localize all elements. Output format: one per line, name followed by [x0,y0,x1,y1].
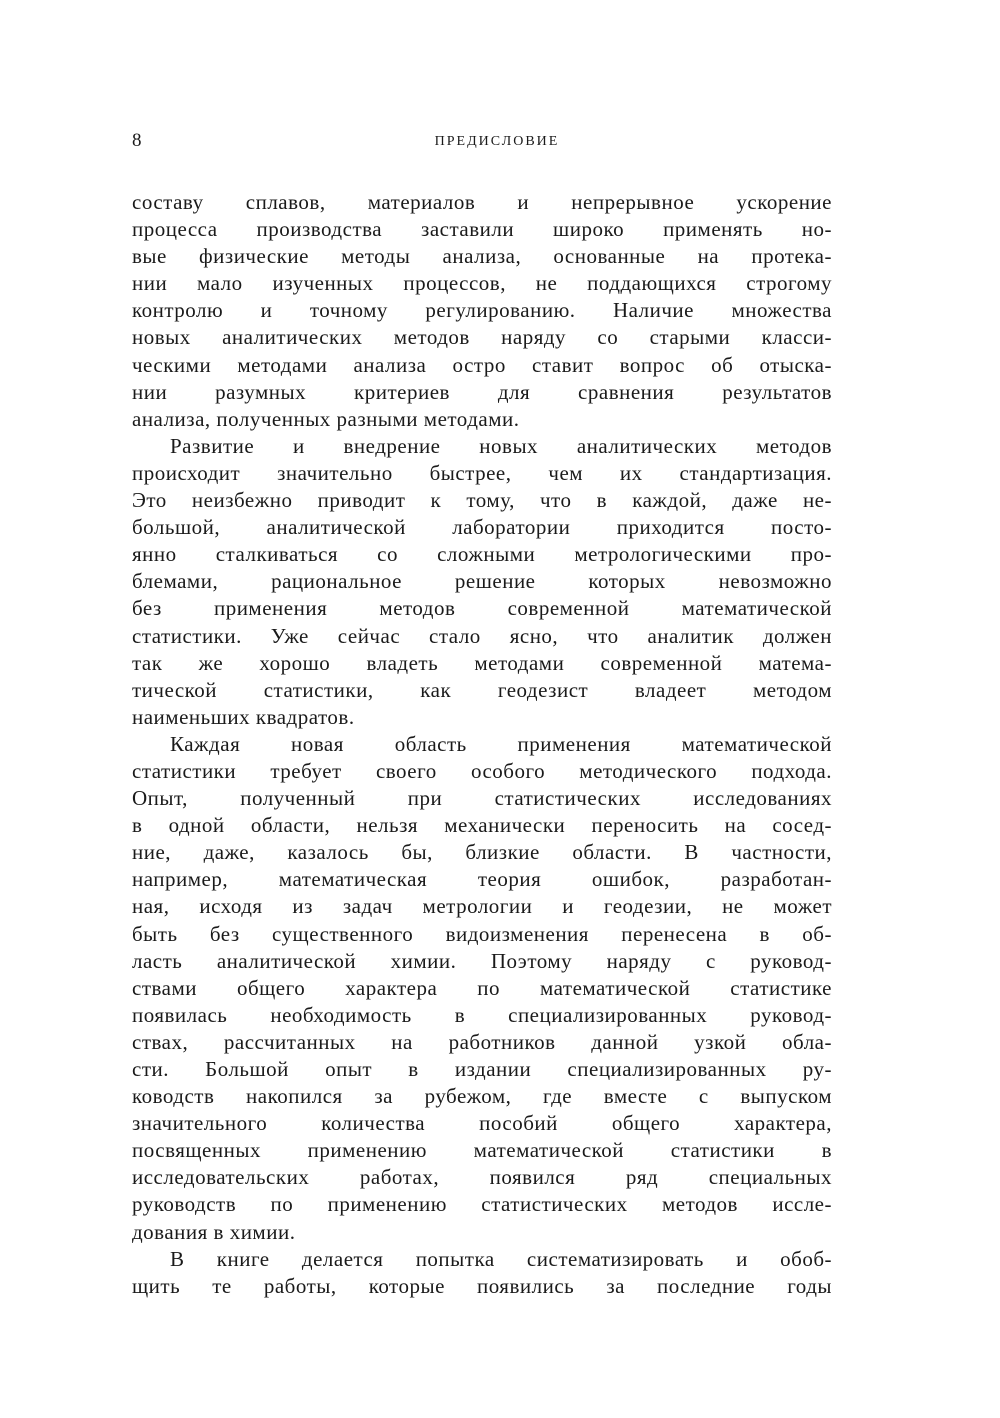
text-line: например, математическая теория ошибок, разработан- [132,867,832,892]
text-line: ствами общего характера по математической статистике [132,975,832,1000]
text-line: янно сталкиваться со сложными метрологическими про- [132,542,832,567]
text-line: статистики требует своего особого методического подхода. [132,758,832,783]
text-line: исследовательских работах, появился ряд специальных [132,1165,832,1190]
text-line: происходит значительно быстрее, чем их стандартизация. [132,460,832,485]
text-line: посвященных применению математической статистики в [132,1138,832,1163]
paragraph [132,731,832,1246]
text-line: контролю и точному регулированию. Наличие множества [132,298,832,323]
text-line: тической статистики, как геодезист владеет методом [132,677,832,702]
text-line: ческими методами анализа остро ставит вопрос об отыска- [132,352,832,377]
text-line: руководств по применению статистических методов иссле- [132,1192,832,1217]
running-head: ПРЕДИСЛОВИЕ [434,134,560,149]
text-line: ласть аналитической химии. Поэтому наряду с руковод- [132,948,832,973]
body-text [132,189,832,1300]
text-line: блемами, рациональное решение которых невозможно [132,569,832,594]
text-line: в одной области, нельзя механически переносить на сосед- [132,813,832,838]
text-line: быть без существенного видоизменения перенесена в об- [132,921,832,946]
text-line: статистики. Уже сейчас стало ясно, что аналитик должен [132,623,832,648]
text-line: Каждая новая область применения математической [170,731,832,756]
text-line: Развитие и внедрение новых аналитических методов [170,433,832,458]
text-line: В книге делается попытка систематизировать и обоб- [170,1246,832,1271]
text-line: вые физические методы анализа, основанные на протека- [132,244,832,269]
text-line: новых аналитических методов наряду со старыми класси- [132,325,832,350]
text-line: появилась необходимость в специализированных руковод- [132,1002,832,1027]
text-line: ние, даже, казалось бы, близкие области. В частности, [132,840,832,865]
text-line: наименьших квадратов. [132,704,355,729]
text-line: процесса производства заставили широко применять но- [132,217,832,242]
text-line: дования в химии. [132,1219,296,1244]
text-line: ководств накопился за рубежом, где вместе с выпуском [132,1084,832,1109]
text-line: Опыт, полученный при статистических исследованиях [132,786,832,811]
paragraph [132,1246,832,1300]
text-line: ствах, рассчитанных на работников данной узкой обла- [132,1029,832,1054]
text-line: анализа, полученных разными методами. [132,406,520,431]
text-line: нии мало изученных процессов, не поддающихся строгому [132,271,832,296]
text-line: сти. Большой опыт в издании специализированных ру- [132,1057,832,1081]
text-line: ная, исходя из задач метрологии и геодезии, не может [132,894,832,919]
page-number: 8 [132,130,142,151]
text-line: большой, аналитической лаборатории приходится посто- [132,515,832,540]
text-line: Это неизбежно приводит к тому, что в каждой, даже не- [132,488,832,513]
paragraph [132,433,832,731]
text-line: нии разумных критериев для сравнения результатов [132,379,832,404]
text-line: составу сплавов, материалов и непрерывное ускорение [132,190,832,214]
paragraph [132,189,832,433]
text-line: щить те работы, которые появились за последние годы [132,1273,832,1298]
text-line: значительного количества пособий общего характера, [132,1111,832,1136]
page-header [132,130,832,160]
text-line: без применения методов современной математической [132,596,832,621]
text-line: так же хорошо владеть методами современной матема- [132,650,832,675]
